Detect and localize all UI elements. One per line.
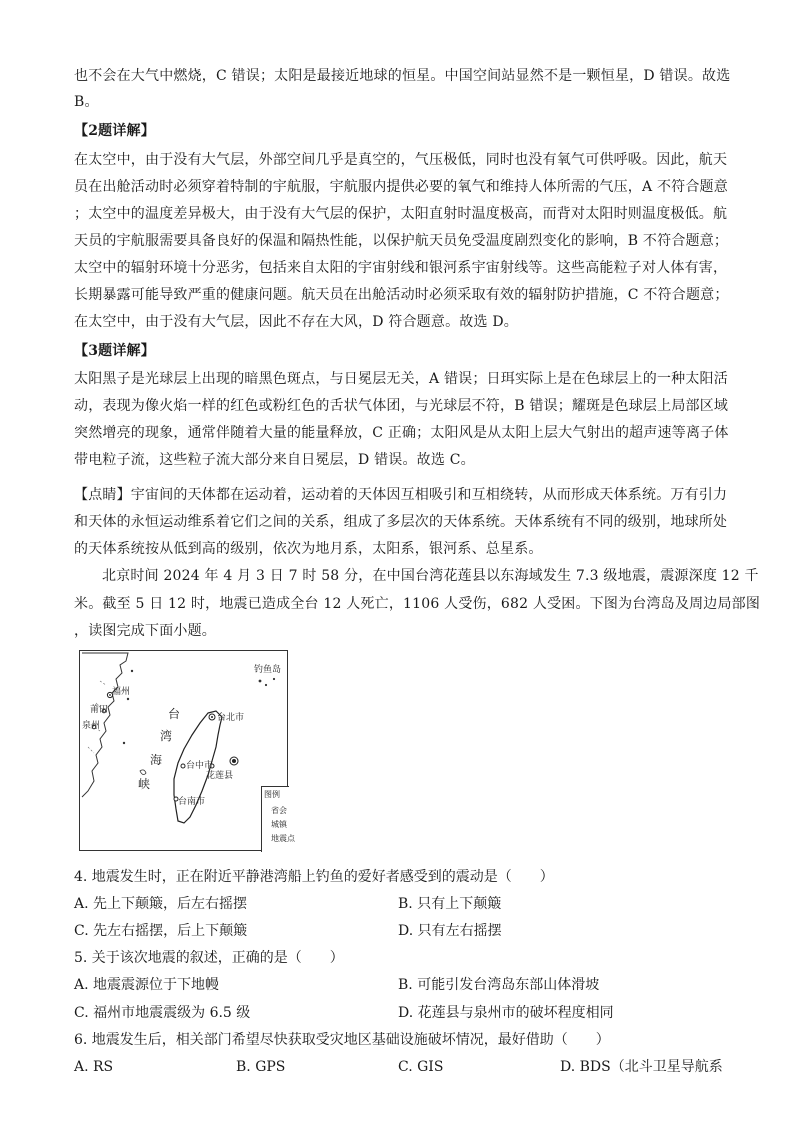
- option: B. 可能引发台湾岛东部山体滑坡: [398, 977, 600, 993]
- text-line: 突然增亮的现象，通常伴随着大量的能量释放，C 正确；太阳风是从太阳上层大气射出的超声速等离子体: [74, 425, 729, 441]
- label-tainan: 台南市: [178, 797, 206, 807]
- text-line: 太空中的辐射环境十分恶劣，包括来自太阳的宇宙射线和银河系宇宙射线等。这些高能粒子对人体有害，: [74, 260, 728, 276]
- label-fuzhou: 福州: [112, 687, 131, 697]
- option: A. RS: [74, 1059, 114, 1075]
- legend-capital: 省会: [271, 806, 287, 815]
- question-stem: 5. 关于该次地震的叙述，正确的是（ ）: [74, 950, 344, 966]
- question-stem: 6. 地震发生后，相关部门希望尽快获取受灾地区基础设施破坏情况，最好借助（ ）: [74, 1032, 610, 1048]
- label-taizhong: 台中市: [186, 761, 214, 771]
- taiwan-map: [79, 650, 295, 851]
- text-line: 太阳黑子是光球层上出现的暗黑色斑点，与日冕层无关，A 错误；日珥实际上是在色球层上的一种太阳活: [74, 371, 728, 387]
- text-line: 北京时间 2024 年 4 月 3 日 7 时 58 分，在中国台湾花莲县以东海域发生 7.3 级地震，震源深度 12 千: [102, 568, 759, 584]
- option: C. 福州市地震震级为 6.5 级: [74, 1005, 251, 1021]
- map-legend: [261, 786, 295, 852]
- option: B. GPS: [236, 1059, 286, 1075]
- option: A. 地震震源位于下地幔: [74, 977, 220, 993]
- legend-epicenter: 地震点: [271, 834, 295, 843]
- text-line: 米。截至 5 日 12 时，地震已造成全台 12 人死亡，1106 人受伤，682 人受困。下图为台湾岛及周边局部图: [74, 596, 761, 612]
- legend-city: 城镇: [271, 820, 287, 829]
- text-line: 在太空中，由于没有大气层，外部空间几乎是真空的，气压极低，同时也没有氧气可供呼吸。因此，航天: [74, 152, 728, 168]
- option: D. 只有左右摇摆: [398, 923, 502, 939]
- text-line: 动，表现为像火焰一样的红色或粉红色的舌状气体团，与光球层不符，B 错误；耀斑是色球层上局部区域: [74, 398, 729, 414]
- text-line: ；太空中的温度差异极大，由于没有大气层的保护，太阳直射时温度极高，而背对太阳时则温度极低。航: [74, 206, 728, 222]
- text-line: 的天体系统按从低到高的级别，依次为地月系，太阳系，银河系、总星系。: [74, 541, 543, 557]
- option: A. 先上下颠簸，后左右摇摆: [74, 896, 248, 912]
- section-heading: 【2题详解】: [74, 123, 155, 139]
- question-stem: 4. 地震发生时，正在附近平静港湾船上钓鱼的爱好者感受到的震动是（ ）: [74, 869, 554, 885]
- text-line: 员在出舱活动时必须穿着特制的宇航服，宇航服内提供必要的氧气和维持人体所需的气压，A 不符合题意: [74, 179, 728, 195]
- map-graphic: [80, 651, 289, 852]
- text-line: 带电粒子流，这些粒子流大部分来自日冕层，D 错误。故选 C。: [74, 452, 475, 468]
- text-line: ，读图完成下面小题。: [74, 623, 216, 639]
- label-hualian: 花莲县: [206, 771, 234, 781]
- label-strait-hai: 海: [150, 753, 163, 767]
- label-strait-xia: 峡: [138, 777, 151, 791]
- option: C. GIS: [398, 1059, 444, 1075]
- text-line: 也不会在大气中燃烧，C 错误；太阳是最接近地球的恒星。中国空间站显然不是一颗恒星，D 错误。故选: [74, 68, 731, 84]
- legend-title: 图例: [264, 790, 280, 799]
- option: D. BDS（北斗卫星导航系: [560, 1059, 723, 1075]
- label-quanzhou: 泉州: [82, 721, 101, 731]
- label-diaoyu: 钓鱼岛: [254, 665, 282, 675]
- option: B. 只有上下颠簸: [398, 896, 502, 912]
- label-strait-tai: 台: [168, 707, 181, 721]
- text-line: 长期暴露可能导致严重的健康问题。航天员在出舱活动时必须采取有效的辐射防护措施，C 不符合题意；: [74, 287, 729, 303]
- option: C. 先左右摇摆，后上下颠簸: [74, 923, 248, 939]
- label-taibei: 台北市: [217, 713, 245, 723]
- text-line: 和天体的永恒运动维系着它们之间的关系，组成了多层次的天体系统。天体系统有不同的级别，地球所处: [74, 514, 728, 530]
- text-line: B。: [74, 94, 99, 110]
- text-line: 天员的宇航服需要具备良好的保温和隔热性能，以保护航天员免受温度剧烈变化的影响，B 不符合题意；: [74, 233, 729, 249]
- text-line: 在太空中，由于没有大气层，因此不存在大风，D 符合题意。故选 D。: [74, 314, 518, 330]
- label-strait-wan: 湾: [160, 729, 173, 743]
- section-heading: 【3题详解】: [74, 343, 155, 359]
- text-line: 【点睛】宇宙间的天体都在运动着，运动着的天体因互相吸引和互相绕转，从而形成天体系统。万有引力: [74, 487, 728, 503]
- label-putian: 莆田: [90, 705, 109, 715]
- option: D. 花莲县与泉州市的破坏程度相同: [398, 1005, 614, 1021]
- mainland-border: [88, 681, 109, 753]
- penghu-islands: [140, 770, 146, 775]
